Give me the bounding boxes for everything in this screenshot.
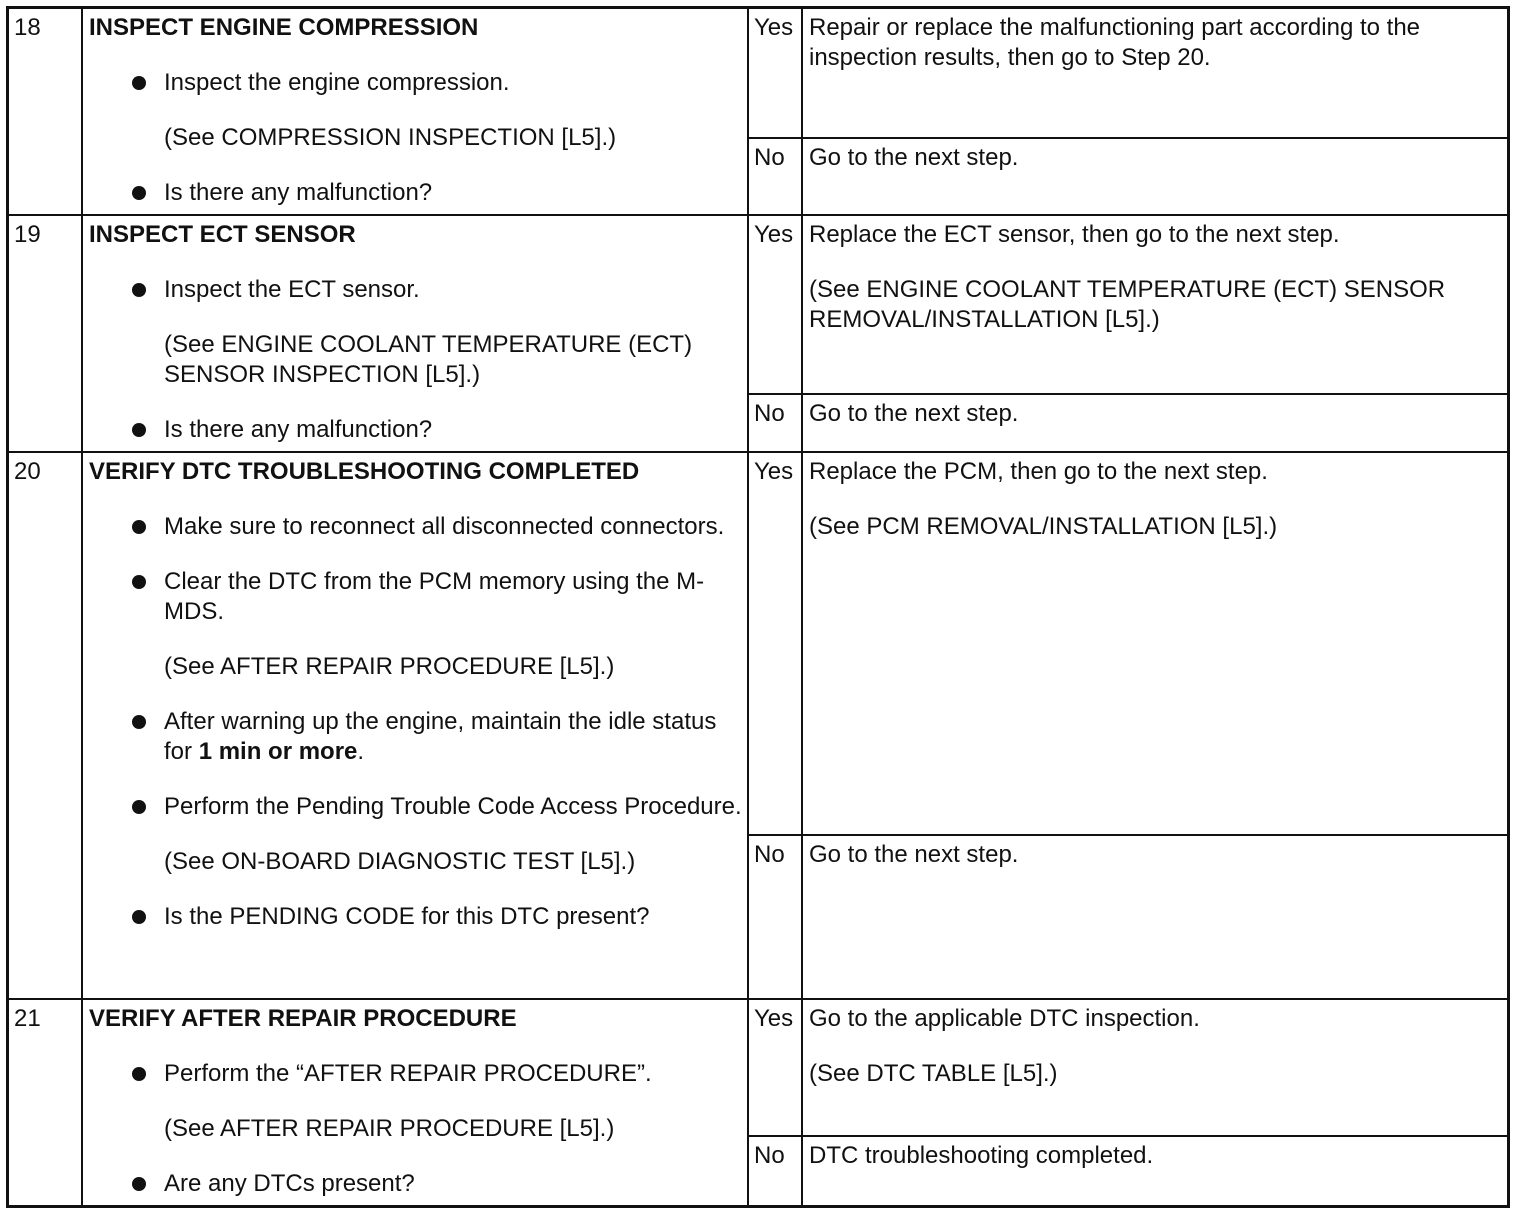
bullet-text: After warning up the engine, maintain the idle status for — [164, 708, 717, 765]
no-action — [803, 139, 1507, 214]
bullet-text: Is there any malfunction? — [164, 179, 433, 206]
step-number: 20 — [9, 453, 83, 998]
table-row — [9, 453, 1507, 1000]
bullet-text: Perform the Pending Trouble Code Access Procedure. — [164, 793, 742, 820]
procedure-table — [6, 6, 1510, 1208]
bullet-text: Perform the “AFTER REPAIR PROCEDURE”. — [164, 1060, 652, 1087]
bullet-item — [89, 1059, 747, 1089]
bullet-item — [89, 567, 747, 627]
no-label: No — [749, 836, 803, 998]
no-action — [803, 1137, 1507, 1205]
reference-note: (See ON-BOARD DIAGNOSTIC TEST [L5].) — [164, 848, 636, 875]
bullet-text: Is the PENDING CODE for this DTC present? — [164, 903, 650, 930]
step-description — [83, 453, 749, 998]
bullet-icon — [132, 715, 146, 729]
bullet-icon — [132, 910, 146, 924]
bullet-text: Inspect the engine compression. — [164, 69, 510, 96]
reference-note: (See COMPRESSION INSPECTION [L5].) — [164, 124, 617, 151]
step-title: VERIFY AFTER REPAIR PROCEDURE — [89, 1005, 517, 1032]
step-description — [83, 216, 749, 451]
step-title: INSPECT ECT SENSOR — [89, 221, 356, 248]
step-number: 19 — [9, 216, 83, 451]
yes-action — [803, 1000, 1507, 1135]
reference-note: (See AFTER REPAIR PROCEDURE [L5].) — [164, 653, 615, 680]
action-text: Replace the ECT sensor, then go to the next step. — [809, 221, 1340, 248]
no-label: No — [749, 1137, 803, 1205]
bullet-icon — [132, 283, 146, 297]
bullet-item — [89, 902, 747, 932]
yes-label: Yes — [749, 453, 803, 834]
bullet-icon — [132, 423, 146, 437]
bullet-text: Clear the DTC from the PCM memory using the M-MDS. — [164, 568, 705, 625]
no-label: No — [749, 395, 803, 451]
yes-action — [803, 216, 1507, 393]
action-text: (See DTC TABLE [L5].) — [809, 1060, 1058, 1087]
bullet-icon — [132, 186, 146, 200]
action-text: Go to the next step. — [809, 400, 1019, 427]
step-description — [83, 1000, 749, 1205]
bullet-item — [89, 178, 747, 208]
action-text: Go to the applicable DTC inspection. — [809, 1005, 1200, 1032]
action-text: Go to the next step. — [809, 841, 1019, 868]
yes-action — [803, 9, 1507, 137]
bullet-item — [89, 792, 747, 822]
no-label: No — [749, 139, 803, 214]
reference-note: (See AFTER REPAIR PROCEDURE [L5].) — [164, 1115, 615, 1142]
yes-label: Yes — [749, 216, 803, 393]
bullet-icon — [132, 520, 146, 534]
bullet-text-tail: . — [357, 738, 365, 765]
bullet-icon — [132, 1177, 146, 1191]
step-number: 21 — [9, 1000, 83, 1205]
no-action — [803, 836, 1507, 998]
bullet-icon — [132, 76, 146, 90]
bullet-item — [89, 512, 747, 542]
yes-action — [803, 453, 1507, 834]
bullet-item — [89, 707, 747, 767]
bullet-text: Make sure to reconnect all disconnected connectors. — [164, 513, 725, 540]
step-number: 18 — [9, 9, 83, 214]
step-title: VERIFY DTC TROUBLESHOOTING COMPLETED — [89, 458, 640, 485]
step-title: INSPECT ENGINE COMPRESSION — [89, 14, 479, 41]
yes-label: Yes — [749, 9, 803, 137]
table-row — [9, 216, 1507, 453]
bullet-text: Are any DTCs present? — [164, 1170, 415, 1197]
action-text: Replace the PCM, then go to the next step. — [809, 458, 1268, 485]
table-row — [9, 9, 1507, 216]
action-text: (See PCM REMOVAL/INSTALLATION [L5].) — [809, 513, 1278, 540]
bullet-text: Inspect the ECT sensor. — [164, 276, 420, 303]
action-text: Go to the next step. — [809, 144, 1019, 171]
action-text: (See ENGINE COOLANT TEMPERATURE (ECT) SENSOR REMOVAL/INSTALLATION [L5].) — [809, 276, 1446, 333]
action-text: Repair or replace the malfunctioning part according to the inspection results, then go to Step 20. — [809, 14, 1421, 71]
bullet-item — [89, 68, 747, 98]
bullet-icon — [132, 800, 146, 814]
bullet-text: Is there any malfunction? — [164, 416, 433, 443]
bullet-item — [89, 1169, 747, 1199]
no-action — [803, 395, 1507, 451]
bullet-icon — [132, 1067, 146, 1081]
bullet-item — [89, 275, 747, 305]
step-description — [83, 9, 749, 214]
yes-label: Yes — [749, 1000, 803, 1135]
table-row — [9, 1000, 1507, 1205]
bold-emphasis: 1 min or more — [198, 738, 358, 765]
bullet-icon — [132, 575, 146, 589]
bullet-item — [89, 415, 747, 445]
reference-note: (See ENGINE COOLANT TEMPERATURE (ECT) SENSOR INSPECTION [L5].) — [164, 331, 693, 388]
action-text: DTC troubleshooting completed. — [809, 1142, 1154, 1169]
